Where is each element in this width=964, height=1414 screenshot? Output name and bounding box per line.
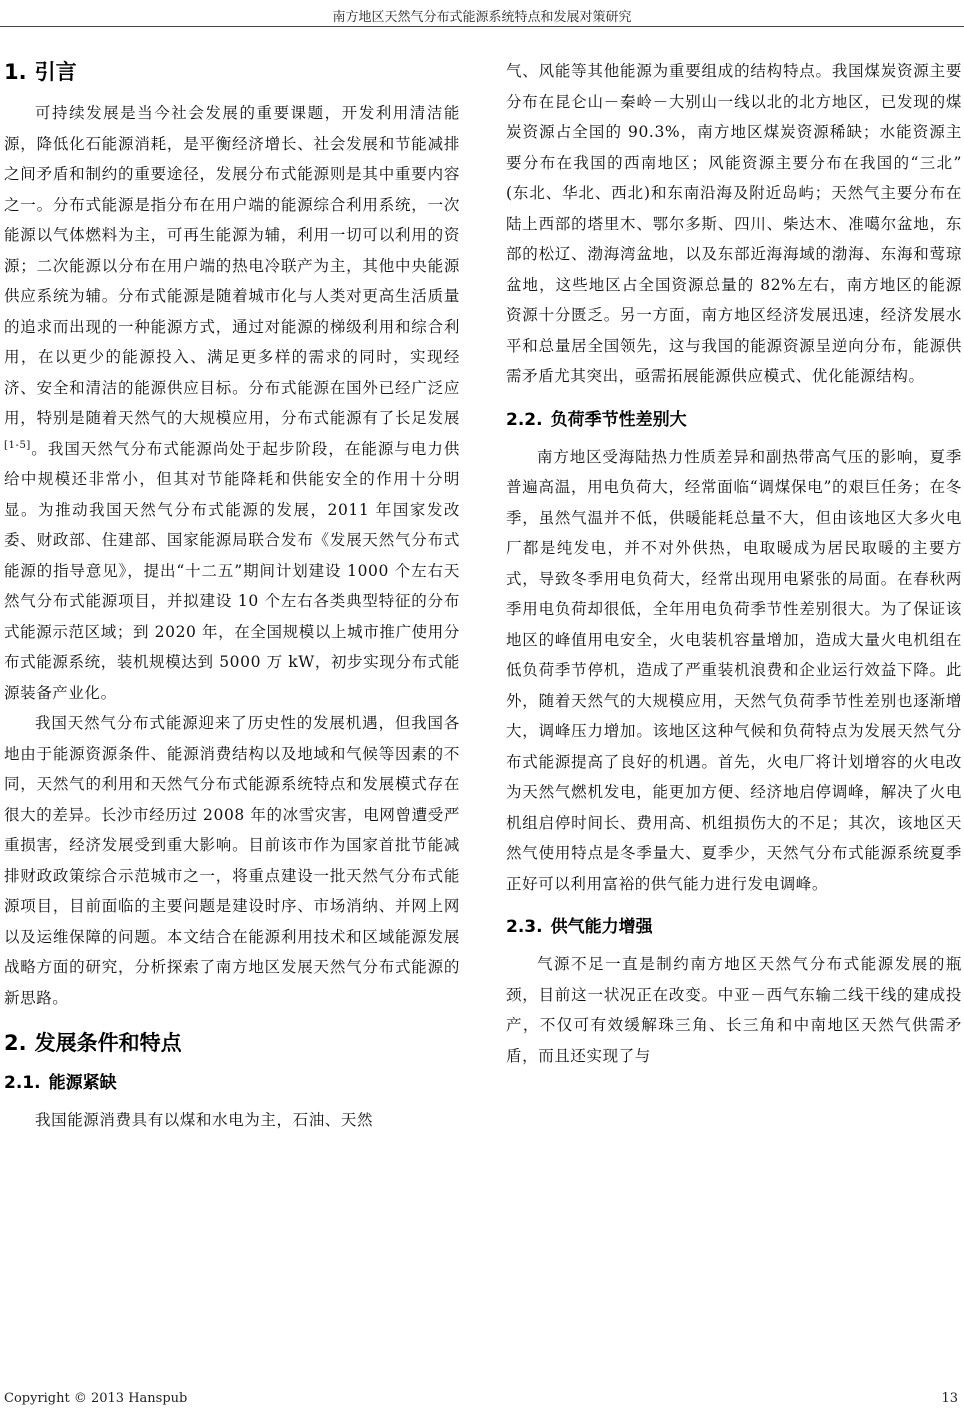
subsection-number: 2.1. [4,1073,41,1093]
section-title: 发展条件和特点 [34,1031,182,1055]
left-column [4,56,460,1136]
subsection-2-3-heading [506,913,962,941]
citation: [1-5] [4,439,31,451]
subsection-number: 2.2. [506,409,543,430]
s21-paragraph-start: 我国能源消费具有以煤和水电为主，石油、天然 [35,1111,374,1129]
section-intro-heading [4,56,460,88]
section-number: 2. [4,1031,27,1055]
subsection-title: 供气能力增强 [550,917,653,937]
subsection-title: 能源紧缺 [48,1073,117,1093]
intro-p1-text: 可持续发展是当今社会发展的重要课题，开发利用清洁能源，降低化石能源消耗，是平衡经济增长、社会发展和节能减排之间矛盾和制约的重要途径，发展分布式能源则是其中重要内容之一。分布式能源是指分布在用户端的能源综合利用系统，一次能源以气体燃料为主，可再生能源为辅，利用一切可以利用的资源；二次能源以分布在用户端的热电冷联产为主，其他中央能源供应系统为辅。分布式能源是随着城市化与人类对更高生活质量的追求而出现的一种能源方式，通过对能源的梯级利用和综合利用，在以更少的能源投入、满足更多样的需求的同时，实现经济、安全和清洁的能源供应目标。分布式能源在国外已经广泛应用，特别是随着天然气的大规模应用，分布式能源有了长足发展 [4,104,460,427]
s22-paragraph: 南方地区受海陆热力性质差异和副热带高气压的影响，夏季普遍高温，用电负荷大，经常面临“调煤保电”的艰巨任务；在冬季，虽然气温并不低，供暖能耗总量不大，但由该地区大多火电厂都是纯发电，并不对外供热，电取暖成为居民取暖的主要方式，导致冬季用电负荷大，经常出现用电紧张的局面。在春秋两季用电负荷却很低，全年用电负荷季节性差别很大。为了保证该地区的峰值用电安全，火电装机容量增加，造成大量火电机组在低负荷季节停机，造成了严重装机浪费和企业运行效益下降。此外，随着天然气的大规模应用，天然气负荷季节性差别也逐渐增大，调峰压力增加。该地区这种气候和负荷特点为发展天然气分布式能源提高了良好的机遇。首先，火电厂将计划增容的火电改为天然气燃机发电，能更加方便、经济地启停调峰，解决了火电机组启停时间长、费用高、机组损伤大的不足；其次，该地区天然气使用特点是冬季量大、夏季少，天然气分布式能源系统夏季正好可以利用富裕的供气能力进行发电调峰。 [506,447,962,893]
s21-paragraph-cont: 气、风能等其他能源为重要组成的结构特点。我国煤炭资源主要分布在昆仑山－秦岭－大别山一线以北的北方地区，已发现的煤炭资源占全国的 90.3%，南方地区煤炭资源稀缺；水能资源主要分布在我国的西南地区；风能资源主要分布在我国的“三北” (东北、华北、西北)和东南沿海及附近岛屿；天然气主要分布在陆上西部的塔里木、鄂尔多斯、四川、柴达木、准噶尔盆地，东部的松辽、渤海湾盆地，以及东部近海海域的渤海、东海和莺琼盆地，这些地区占全国资源总量的 82%左右，南方地区的能源资源十分匮乏。另一方面，南方地区经济发展迅速，经济发展水平和总量居全国领先，这与我国的能源资源呈逆向分布，能源供需矛盾尤其突出，亟需拓展能源供应模式、优化能源结构。 [506,62,962,385]
subsection-2-2-heading [506,406,962,434]
subsection-title: 负荷季节性差别大 [550,409,687,430]
section-dev-heading [4,1027,460,1059]
section-number: 1. [4,60,27,84]
right-column [506,56,962,1071]
subsection-2-1-heading [4,1069,460,1097]
section-title: 引言 [34,60,77,84]
s23-paragraph: 气源不足一直是制约南方地区天然气分布式能源发展的瓶颈，目前这一状况正在改变。中亚－西气东输二线干线的建成投产，不仅可有效缓解珠三角、长三角和中南地区天然气供需矛盾，而且还实现了与 [506,955,962,1065]
copyright-footer: Copyright © 2013 Hanspub [4,1391,188,1406]
intro-p1-text-cont: 。我国天然气分布式能源尚处于起步阶段，在能源与电力供给中规模还非常小，但其对节能降耗和供能安全的作用十分明显。为推动我国天然气分布式能源的发展，2011 年国家发改委、财政部、住建部、国家能源局联合发布《发展天然气分布式能源的指导意见》，提出“十二五”期间计划建设 1000 个左右天然气分布式能源项目，并拟建设 10 个左右各类典型特征的分布式能源示范区域；到 2020 年，在全国规模以上城市推广使用分布式能源系统，装机规模达到 5000 万 kW，初步实现分布式能源装备产业化。 [4,439,460,702]
subsection-number: 2.3. [506,917,543,937]
header-rule [0,26,964,27]
intro-paragraph-1 [4,98,460,708]
page-number: 13 [941,1391,958,1406]
intro-paragraph-2: 我国天然气分布式能源迎来了历史性的发展机遇，但我国各地由于能源资源条件、能源消费结构以及地域和气候等因素的不同，天然气的利用和天然气分布式能源系统特点和发展模式存在很大的差异。长沙市经历过 2008 年的冰雪灾害，电网曾遭受严重损害，经济发展受到重大影响。目前该市作为国家首批节能减排财政政策综合示范城市之一，将重点建设一批天然气分布式能源项目，目前面临的主要问题是建设时序、市场消纳、并网上网以及运维保障的问题。本文结合在能源利用技术和区域能源发展战略方面的研究，分析探索了南方地区发展天然气分布式能源的新思路。 [4,714,460,1007]
running-header: 南方地区天然气分布式能源系统特点和发展对策研究 [332,10,632,25]
